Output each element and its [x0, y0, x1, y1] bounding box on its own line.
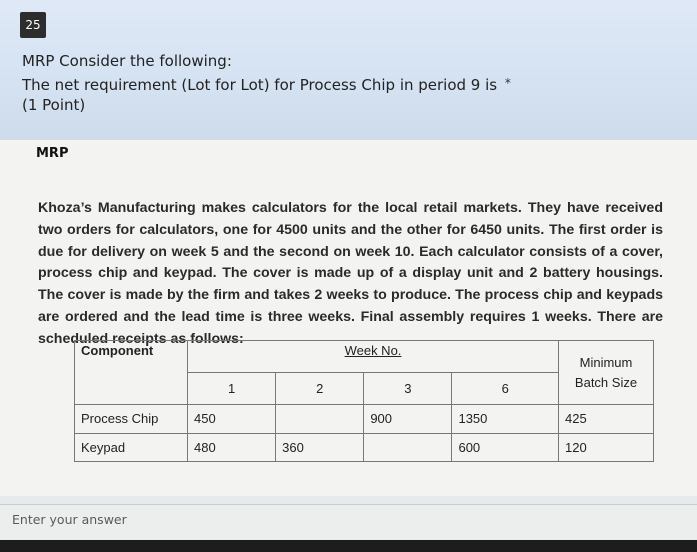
cell-week-3: [364, 433, 452, 462]
scheduled-receipts-table: [74, 340, 654, 462]
header-week-label: Week No.: [344, 343, 402, 358]
header-min-line1: Minimum: [579, 354, 633, 370]
header-component: Component: [75, 341, 188, 405]
question-text-body: The net requirement (Lot for Lot) for Process Chip in period 9 is: [22, 76, 498, 94]
question-title: MRP Consider the following:: [22, 52, 232, 70]
row-component: Process Chip: [75, 405, 188, 433]
question-number: 25: [20, 12, 46, 38]
problem-paragraph: Khoza’s Manufacturing makes calculators for the local retail markets. They have received two orders for calculators, one for 4500 units and the other for 6450 units. The first order is due for delivery on week 5 and the second on week 10. Each calculator consists of a cover, process chip and keypad. The cover is made up of a display unit and 2 battery housings. The cover is made by the firm and takes 2 weeks to produce. The process chip and keypads are ordered and the lead time is three weeks. Final assembly requires 1 weeks. There are scheduled receipts as follows:: [38, 200, 663, 347]
header-minimum-batch-size: [559, 341, 654, 405]
cell-week-6: 1350: [452, 405, 559, 433]
week-header-6: 6: [452, 373, 559, 405]
cell-min-batch: 425: [559, 405, 654, 433]
required-mark: *: [504, 76, 511, 90]
cell-week-2: [276, 405, 364, 433]
week-header-3: 3: [364, 373, 452, 405]
cell-week-1: 450: [188, 405, 276, 433]
cell-week-6: 600: [452, 433, 559, 462]
question-points: (1 Point): [22, 96, 86, 114]
cell-week-2: 360: [276, 433, 364, 462]
table-row: [75, 405, 654, 433]
cell-min-batch: 120: [559, 433, 654, 462]
row-component: Keypad: [75, 433, 188, 462]
bottom-bar: [0, 540, 697, 552]
table-row: [75, 433, 654, 462]
content-heading: MRP: [36, 146, 69, 161]
week-header-1: 1: [188, 373, 276, 405]
week-header-2: 2: [276, 373, 364, 405]
header-week-no: [188, 341, 559, 373]
answer-placeholder[interactable]: Enter your answer: [12, 512, 127, 527]
header-min-line2: Batch Size: [574, 374, 638, 390]
cell-week-1: 480: [188, 433, 276, 462]
question-header: [0, 0, 697, 140]
question-text: [22, 76, 511, 94]
cell-week-3: 900: [364, 405, 452, 433]
